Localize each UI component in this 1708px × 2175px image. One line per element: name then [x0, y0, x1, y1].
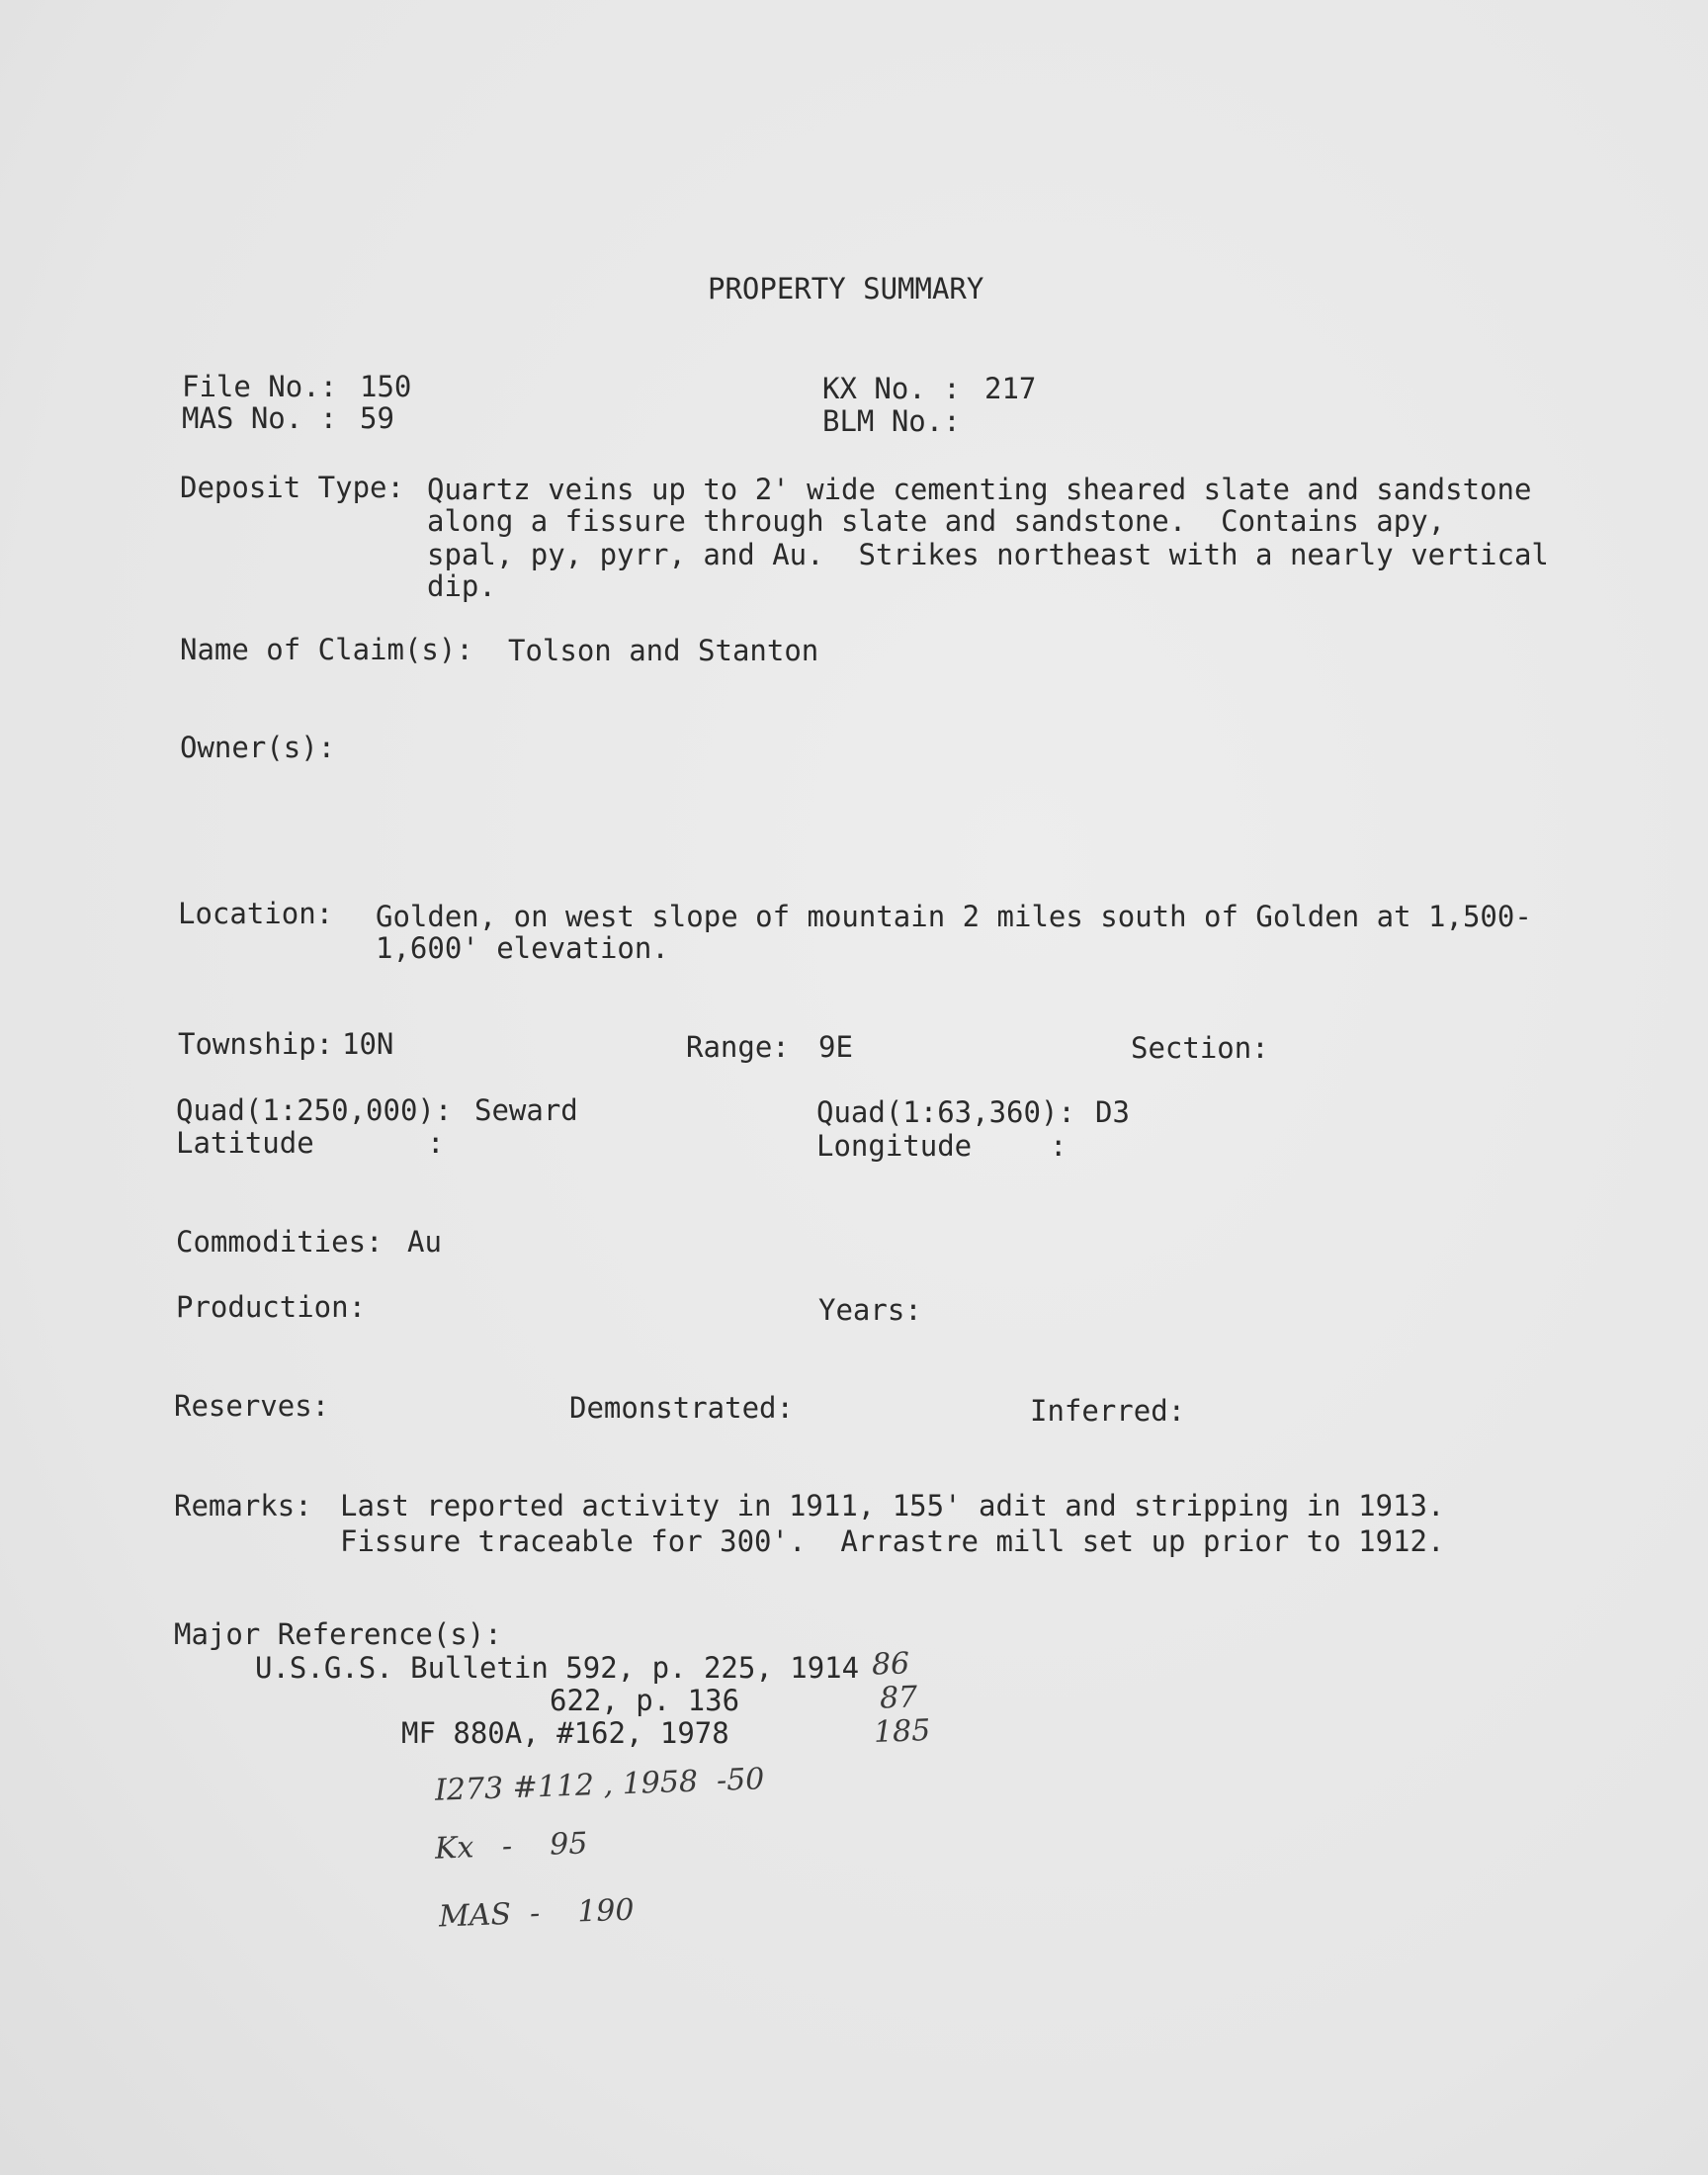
reference-line: 622, p. 136: [550, 1684, 740, 1717]
handwritten-number: 87: [879, 1680, 918, 1716]
commodities-value: Au: [407, 1225, 442, 1259]
kx-no-value: 217: [984, 372, 1037, 405]
reference-line: U.S.G.S. Bulletin 592, p. 225, 1914: [255, 1651, 860, 1685]
longitude-label: Longitude: [816, 1129, 973, 1163]
reserves-label: Reserves:: [174, 1389, 330, 1423]
location-line: 1,600' elevation.: [376, 931, 669, 965]
file-no-value: 150: [360, 370, 412, 403]
commodities-label: Commodities:: [176, 1225, 384, 1259]
deposit-type-line: Quartz veins up to 2' wide cementing sheared slate and sandstone: [427, 473, 1532, 506]
kx-no-label: KX No. :: [822, 372, 961, 405]
township-value: 10N: [342, 1027, 394, 1061]
references-label: Major Reference(s):: [174, 1617, 502, 1651]
handwritten-number: 185: [873, 1713, 931, 1750]
section-label: Section:: [1131, 1031, 1269, 1065]
latitude-label: Latitude: [176, 1126, 314, 1160]
longitude-sep: :: [1050, 1129, 1068, 1163]
file-no-label: File No.:: [182, 370, 338, 403]
deposit-type-line: dip.: [427, 569, 496, 603]
remarks-line: Fissure traceable for 300'. Arrastre mill set up prior to 1912.: [340, 1524, 1445, 1558]
claims-label: Name of Claim(s):: [180, 633, 473, 666]
deposit-type-label: Deposit Type:: [180, 471, 404, 504]
production-label: Production:: [176, 1290, 367, 1324]
page-title: PROPERTY SUMMARY: [708, 272, 984, 305]
owners-label: Owner(s):: [180, 731, 336, 764]
handwritten-number: 86: [871, 1646, 910, 1683]
remarks-label: Remarks:: [174, 1489, 312, 1522]
latitude-sep: :: [427, 1126, 445, 1160]
handwritten-note: MAS - 190: [438, 1892, 636, 1935]
mas-no-label: MAS No. :: [182, 401, 338, 435]
deposit-type-line: along a fissure through slate and sandstone. Contains apy,: [427, 504, 1446, 538]
quad-63-label: Quad(1:63,360):: [816, 1095, 1075, 1129]
quad-250-value: Seward: [474, 1093, 578, 1127]
township-label: Township:: [178, 1027, 334, 1061]
mas-no-value: 59: [360, 401, 394, 435]
quad-63-value: D3: [1095, 1095, 1130, 1129]
blm-no-label: BLM No.:: [822, 404, 961, 438]
range-label: Range:: [686, 1030, 790, 1064]
location-label: Location:: [178, 897, 334, 930]
claims-value: Tolson and Stanton: [508, 634, 819, 667]
inferred-label: Inferred:: [1030, 1394, 1186, 1428]
deposit-type-line: spal, py, pyrr, and Au. Strikes northeast with a nearly vertical: [427, 538, 1549, 571]
quad-250-label: Quad(1:250,000):: [176, 1093, 453, 1127]
location-line: Golden, on west slope of mountain 2 miles south of Golden at 1,500-: [376, 900, 1532, 933]
demonstrated-label: Demonstrated:: [569, 1391, 794, 1425]
years-label: Years:: [818, 1293, 922, 1327]
reference-line: MF 880A, #162, 1978: [401, 1716, 729, 1750]
range-value: 9E: [818, 1030, 853, 1064]
remarks-line: Last reported activity in 1911, 155' adit and stripping in 1913.: [340, 1489, 1445, 1522]
handwritten-note: I273 #112 , 1958 -50: [434, 1762, 765, 1808]
handwritten-note: Kx - 95: [434, 1826, 588, 1867]
